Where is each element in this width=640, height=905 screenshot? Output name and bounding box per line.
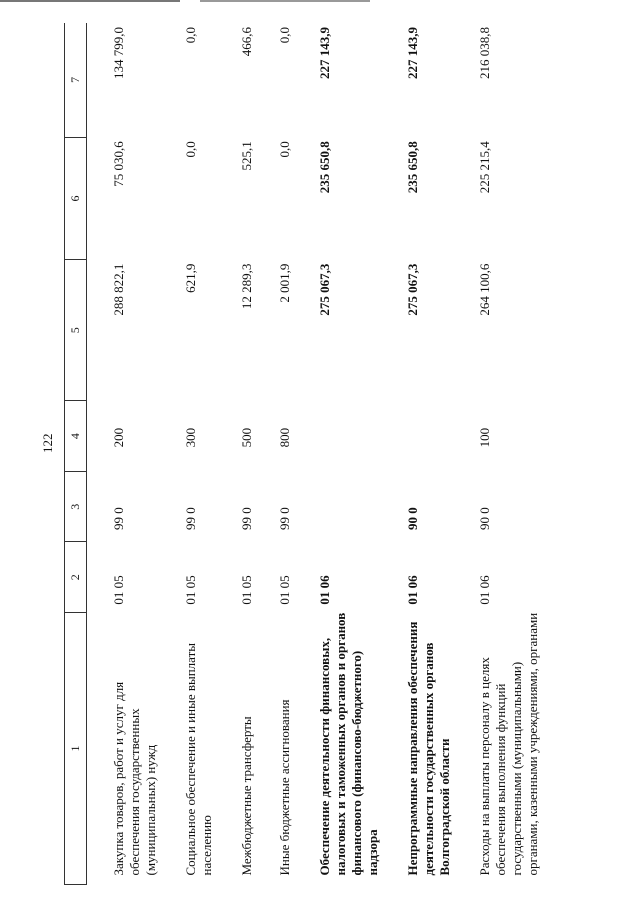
row-name: Межбюджетные трансферты	[239, 716, 254, 876]
expense-type-code: 500	[239, 427, 254, 448]
section-code: 01 06	[317, 575, 332, 605]
amount-col5: 275 067,3	[405, 263, 420, 316]
table-row	[453, 23, 541, 885]
amount-col6: 225 215,4	[477, 141, 492, 194]
amount-col6: 525,1	[239, 141, 254, 171]
scan-edge	[200, 0, 370, 2]
amount-col5: 12 289,3	[239, 263, 254, 310]
expense-type-code	[293, 401, 381, 472]
section-code: 01 05	[239, 575, 254, 605]
target-code: 99 0	[277, 507, 292, 530]
scan-edge	[0, 0, 180, 2]
section-code: 01 05	[277, 575, 292, 605]
column-header: 2	[65, 542, 87, 613]
amount-col7: 466,6	[239, 27, 254, 57]
column-header: 5	[65, 260, 87, 401]
row-name: Обеспечение деятельности финансовых, налоговых и таможенных органов и органов финансового (финансово-бюджетного) надзора	[317, 612, 380, 876]
column-header: 4	[65, 401, 87, 472]
expense-type-code: 100	[477, 427, 492, 448]
target-code: 99 0	[183, 507, 198, 530]
expense-type-code	[381, 401, 453, 472]
section-code: 01 06	[405, 575, 420, 605]
table-header-row	[65, 23, 87, 885]
amount-col6: 0,0	[277, 141, 292, 158]
amount-col7: 0,0	[277, 27, 292, 44]
amount-col5: 288 822,1	[111, 263, 126, 316]
row-name: Социальное обеспечение и иные выплаты населению	[183, 642, 214, 876]
table-row	[87, 23, 160, 885]
section-code: 01 05	[111, 575, 126, 605]
table-row	[293, 23, 381, 885]
expense-type-code: 300	[183, 427, 198, 448]
table-row	[381, 23, 453, 885]
expense-type-code: 200	[111, 427, 126, 448]
amount-col7: 134 799,0	[111, 27, 126, 79]
table-row	[255, 23, 293, 885]
amount-col7: 227 143,9	[405, 27, 420, 79]
row-name: Закупка товаров, работ и услуг для обеспечения государственных (муниципальных) нужд	[111, 681, 158, 876]
rotated-budget-table-stage	[64, 15, 634, 885]
amount-col7: 227 143,9	[317, 27, 332, 79]
target-code: 90 0	[477, 507, 492, 530]
column-header: 3	[65, 471, 87, 542]
target-code: 99 0	[111, 507, 126, 530]
column-header: 6	[65, 137, 87, 259]
amount-col5: 2 001,9	[277, 263, 292, 303]
table-row	[159, 23, 215, 885]
row-name: Расходы на выплаты персоналу в целях обеспечения выполнения функций государственными (муниципальными) органами, казенными учреждениями, органами	[477, 612, 540, 876]
target-code: 99 0	[239, 507, 254, 530]
amount-col6: 235 650,8	[317, 141, 332, 194]
amount-col7: 0,0	[183, 27, 198, 44]
page-number: 122	[40, 433, 55, 453]
budget-table	[64, 23, 541, 885]
amount-col5: 264 100,6	[477, 263, 492, 316]
amount-col5: 621,9	[183, 263, 198, 293]
column-header: 1	[65, 613, 87, 885]
column-header: 7	[65, 23, 87, 137]
amount-col7: 216 038,8	[477, 27, 492, 79]
amount-col6: 75 030,6	[111, 141, 126, 187]
section-code: 01 06	[477, 575, 492, 605]
amount-col5: 275 067,3	[317, 263, 332, 316]
target-code	[293, 471, 381, 542]
table-row	[215, 23, 255, 885]
row-name: Непрограммные направления обеспечения деятельности государственных органов Волгоградской области	[405, 621, 452, 876]
section-code: 01 05	[183, 575, 198, 605]
amount-col6: 235 650,8	[405, 141, 420, 194]
expense-type-code: 800	[277, 427, 292, 448]
target-code: 90 0	[405, 507, 420, 530]
amount-col6: 0,0	[183, 141, 198, 158]
row-name: Иные бюджетные ассигнования	[277, 699, 292, 876]
